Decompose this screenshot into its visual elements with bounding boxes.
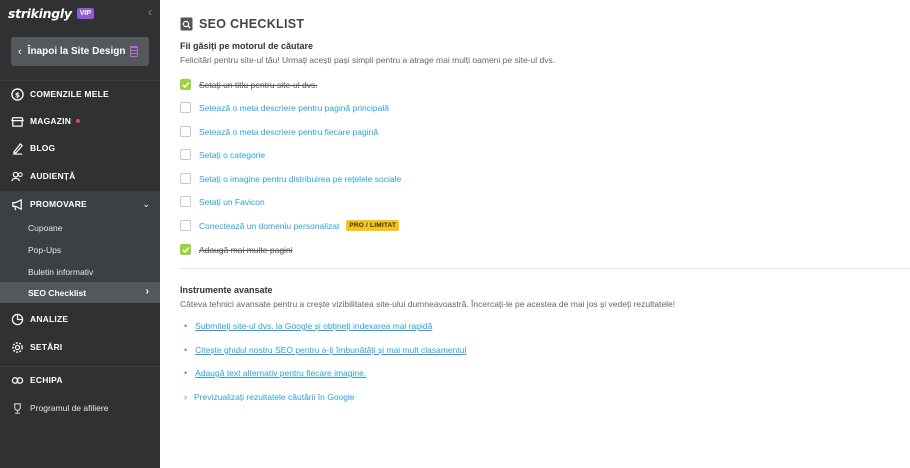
advanced-link-item[interactable]	[184, 345, 466, 355]
task-link[interactable]: Setați o imagine pentru distribuirea pe rețelele sociale	[199, 173, 402, 184]
checkbox[interactable]	[180, 220, 191, 231]
sidebar-item-settings[interactable]	[0, 334, 160, 360]
checklist-item[interactable]	[180, 219, 399, 232]
sidebar	[0, 0, 160, 468]
pen-icon	[11, 142, 24, 155]
promotion-submenu	[0, 217, 160, 303]
bullet-icon: •	[184, 321, 188, 331]
checkbox[interactable]	[180, 149, 191, 160]
back-button-label: Înapoi la Site Design	[27, 46, 126, 57]
pro-limited-badge: PRO / LIMITAT	[346, 220, 399, 231]
bullet-icon: •	[184, 345, 188, 355]
advanced-link-item[interactable]	[184, 368, 366, 378]
team-icon	[11, 374, 24, 387]
section-title-search-engine: Fii găsiți pe motorul de căutare	[180, 41, 314, 51]
sidebar-item-label: Programul de afiliere	[30, 403, 109, 413]
pie-chart-icon	[11, 313, 24, 326]
chevron-left-icon: ‹	[18, 45, 22, 58]
sidebar-item-label: ECHIPA	[30, 375, 63, 385]
submenu-item-label: Cupoane	[28, 222, 63, 233]
section-title-advanced: Instrumente avansate	[180, 285, 273, 295]
gear-icon	[11, 341, 24, 354]
brand-logo: strikingly	[8, 5, 72, 21]
dollar-circle-icon	[11, 88, 24, 101]
sidebar-item-label: AUDIENȚĂ	[30, 171, 76, 181]
sidebar-item-affiliate[interactable]	[0, 395, 160, 421]
chevron-right-icon: ›	[145, 286, 149, 297]
submenu-item-coupons[interactable]	[0, 217, 160, 238]
section-description: Felicitări pentru site-ul tău! Urmați acești pași simpli pentru a atrage mai mulți oameni pe site-ul dvs.	[180, 55, 556, 65]
submenu-item-popups[interactable]	[0, 239, 160, 260]
checklist-item[interactable]	[180, 125, 378, 138]
submenu-item-label: SEO Checklist	[28, 287, 87, 298]
sidebar-item-blog[interactable]	[0, 135, 160, 161]
checklist-item[interactable]	[180, 172, 401, 185]
section-description: Câteva tehnici avansate pentru a crește vizibilitatea site-ului dumneavoastră. Încercați-le pe acestea de mai jos și vedeți rezultatele!	[180, 299, 676, 309]
section-divider	[180, 268, 910, 269]
sidebar-item-promotion[interactable]	[0, 191, 160, 217]
preview-google-results[interactable]	[184, 392, 355, 402]
sidebar-item-audience[interactable]	[0, 163, 160, 189]
advanced-link[interactable]: Adaugă text alternativ pentru fiecare imagine.	[195, 368, 367, 378]
svg-text:$: $	[14, 89, 21, 99]
checklist-item[interactable]	[180, 148, 265, 161]
brand[interactable]	[8, 6, 94, 20]
chevron-right-icon: ›	[184, 392, 187, 402]
sidebar-item-team[interactable]	[0, 367, 160, 393]
checklist-item[interactable]	[180, 78, 318, 91]
chevron-down-icon: ⌄	[142, 199, 150, 209]
sidebar-item-label: BLOG	[30, 143, 56, 153]
bullet-icon: •	[184, 368, 188, 378]
sidebar-item-label: MAGAZIN	[30, 116, 72, 126]
advanced-link[interactable]: Submiteți site-ul dvs. la Google și obțineți indexarea mai rapidă	[195, 321, 433, 331]
submenu-item-label: Buletin informativ	[28, 266, 94, 277]
task-link[interactable]: Conectează un domeniu personalizat	[199, 220, 340, 231]
site-design-icon	[130, 46, 138, 57]
checkbox[interactable]	[180, 102, 191, 113]
checkbox[interactable]	[180, 173, 191, 184]
task-link[interactable]: Setează o meta descriere pentru pagină principală	[199, 102, 389, 113]
task-link[interactable]: Setează o meta descriere pentru fiecare pagină	[199, 126, 379, 137]
checklist-item[interactable]	[180, 101, 389, 114]
checkbox[interactable]	[180, 126, 191, 137]
people-icon	[11, 170, 24, 183]
back-to-site-design-button[interactable]	[11, 37, 149, 66]
preview-link[interactable]: Previzualizați rezultatele căutării în Google	[194, 392, 355, 402]
submenu-item-seo-checklist[interactable]	[0, 282, 160, 303]
sidebar-item-label: SETĂRI	[30, 342, 63, 352]
checklist-item[interactable]	[180, 243, 293, 256]
task-link[interactable]: Setați un Favicon	[199, 196, 265, 207]
task-link[interactable]: Setați o categorie	[199, 149, 266, 160]
notification-dot	[76, 119, 80, 123]
collapse-sidebar-icon[interactable]: ‹	[148, 5, 152, 19]
advanced-link-item[interactable]	[184, 321, 432, 331]
page-title: SEO CHECKLIST	[199, 17, 305, 31]
sidebar-item-label: COMENZILE MELE	[30, 89, 109, 99]
trophy-icon	[11, 402, 24, 415]
submenu-item-newsletter[interactable]	[0, 261, 160, 282]
megaphone-icon	[11, 198, 24, 211]
sidebar-item-analytics[interactable]	[0, 306, 160, 332]
checkbox[interactable]	[180, 196, 191, 207]
task-label: Setați un titlu pentru site-ul dvs.	[199, 79, 318, 90]
sidebar-item-store[interactable]	[0, 108, 160, 134]
task-label: Adaugă mai multe pagini	[199, 244, 293, 255]
store-icon	[11, 115, 24, 128]
sidebar-item-label: ANALIZE	[30, 314, 69, 324]
advanced-link[interactable]: Citește ghidul nostru SEO pentru a-ți îmbunătăți și mai mult clasamentul	[195, 345, 467, 355]
sidebar-item-label: PROMOVARE	[30, 199, 87, 209]
vip-badge: VIP	[77, 8, 94, 19]
page-header	[180, 17, 304, 31]
seo-search-icon	[180, 17, 193, 31]
checkbox-checked[interactable]	[180, 244, 191, 255]
submenu-item-label: Pop-Ups	[28, 244, 62, 255]
checklist-item[interactable]	[180, 195, 265, 208]
main-content	[160, 0, 910, 468]
sidebar-item-orders[interactable]	[0, 81, 160, 107]
checkbox-checked[interactable]	[180, 79, 191, 90]
